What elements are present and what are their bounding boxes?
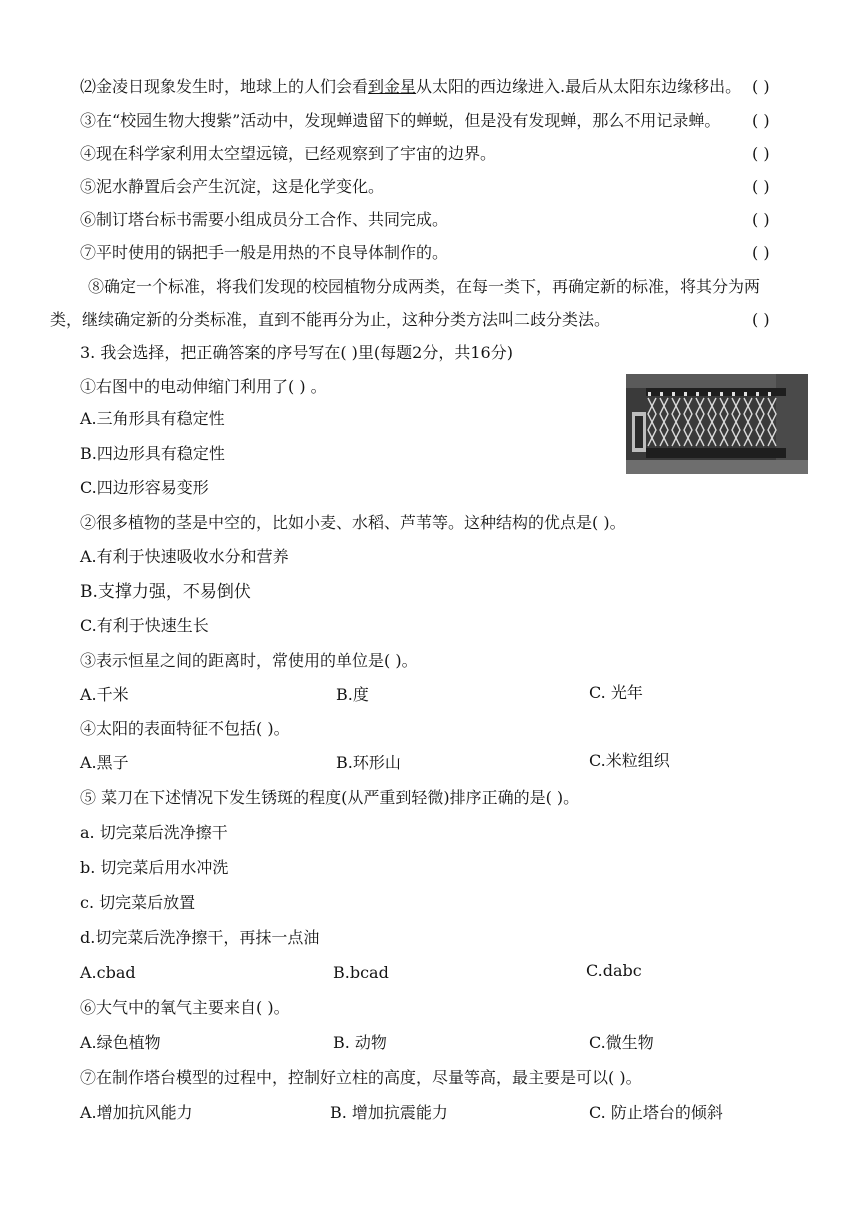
retractable-gate-photo [626, 374, 808, 474]
answer-blank[interactable]: ( ) [752, 210, 770, 229]
question-4-option-b[interactable]: B.环形山 [336, 753, 401, 772]
question-6-option-c[interactable]: C.微生物 [589, 1033, 654, 1052]
question-2-option-c[interactable]: C.有利于快速生长 [80, 616, 209, 635]
question-1-option-b[interactable]: B.四边形具有稳定性 [80, 444, 225, 463]
question-2-option-b[interactable]: B.支撑力强，不易倒伏 [80, 582, 251, 602]
question-3-stem: ③表示恒星之间的距离时，常使用的单位是( )。 [80, 651, 418, 670]
judgment-item-3: ③在“校园生物大搜紫”活动中，发现蝉遗留下的蝉蜕，但是没有发现蝉，那么不用记录蝉。 [80, 111, 721, 130]
judgment-item-4: ④现在科学家利用太空望远镜，已经观察到了宇宙的边界。 [80, 144, 497, 163]
question-7-option-c[interactable]: C. 防止塔台的倾斜 [589, 1103, 723, 1122]
question-1-stem: ①右图中的电动伸缩门利用了( ) 。 [80, 377, 327, 396]
question-7-option-a[interactable]: A.增加抗风能力 [80, 1103, 193, 1122]
question-3-option-c[interactable]: C. 光年 [589, 683, 643, 702]
question-7-stem: ⑦在制作塔台模型的过程中，控制好立柱的高度，尽量等高，最主要是可以( )。 [80, 1068, 642, 1087]
question-3-option-b[interactable]: B.度 [336, 685, 369, 704]
answer-blank[interactable]: ( ) [752, 243, 770, 262]
judgment-item-8-line1: ⑧确定一个标准，将我们发现的校园植物分成两类，在每一类下，再确定新的标准，将其分为两 [88, 277, 761, 296]
question-2-option-a[interactable]: A.有利于快速吸收水分和营养 [80, 547, 289, 566]
answer-blank[interactable]: ( ) [752, 144, 770, 163]
answer-blank[interactable]: ( ) [752, 77, 770, 96]
answer-blank[interactable]: ( ) [752, 177, 770, 196]
question-1-option-a[interactable]: A.三角形具有稳定性 [80, 409, 225, 428]
question-2-stem: ②很多植物的茎是中空的，比如小麦、水稻、芦苇等。这种结构的优点是( )。 [80, 513, 626, 532]
question-5-statement-d: d.切完菜后洗净擦干，再抹一点油 [80, 928, 320, 947]
judgment-item-7: ⑦平时使用的锅把手一般是用热的不良导体制作的。 [80, 243, 449, 262]
question-5-option-a[interactable]: A.cbad [80, 963, 136, 982]
judgment-item-6: ⑥制订塔台标书需要小组成员分工合作、共同完成。 [80, 210, 449, 229]
question-4-option-a[interactable]: A.黑子 [80, 753, 129, 772]
answer-blank[interactable]: ( ) [752, 111, 770, 130]
judgment-item-8-line2: 类，继续确定新的分类标准，直到不能再分为止，这种分类方法叫二歧分类法。 [50, 310, 611, 329]
judgment-item-5: ⑤泥水静置后会产生沉淀，这是化学变化。 [80, 177, 385, 196]
question-6-option-a[interactable]: A.绿色植物 [80, 1033, 161, 1052]
question-4-stem: ④太阳的表面特征不包括( )。 [80, 719, 290, 738]
answer-blank[interactable]: ( ) [752, 310, 770, 329]
judgment-text: ⑵金凌日现象发生时，地球上的人们会看 [80, 77, 369, 96]
question-5-statement-a: a. 切完菜后洗净擦干 [80, 823, 228, 842]
judgment-text: 从太阳的西边缘进入.最后从太阳东边缘移出。 [416, 77, 742, 96]
question-6-stem: ⑥大气中的氧气主要来自( )。 [80, 998, 290, 1017]
question-5-option-c[interactable]: C.dabc [586, 961, 642, 980]
question-5-statement-c: c. 切完菜后放置 [80, 893, 196, 912]
question-5-statement-b: b. 切完菜后用水冲洗 [80, 858, 229, 877]
section-heading: 3. 我会选择，把正确答案的序号写在( )里(每题2分，共16分) [80, 343, 513, 362]
question-7-option-b[interactable]: B. 增加抗震能力 [330, 1103, 448, 1122]
question-4-option-c[interactable]: C.米粒组织 [589, 751, 670, 770]
question-6-option-b[interactable]: B. 动物 [333, 1033, 387, 1052]
question-5-stem: ⑤ 菜刀在下述情况下发生锈斑的程度(从严重到轻微)排序正确的是( )。 [80, 788, 580, 807]
question-3-option-a[interactable]: A.千米 [80, 685, 129, 704]
question-1-option-c[interactable]: C.四边形容易变形 [80, 478, 209, 497]
question-5-option-b[interactable]: B.bcad [333, 963, 389, 982]
underlined-text: 到金星 [368, 77, 417, 96]
judgment-item-2 [80, 76, 741, 98]
